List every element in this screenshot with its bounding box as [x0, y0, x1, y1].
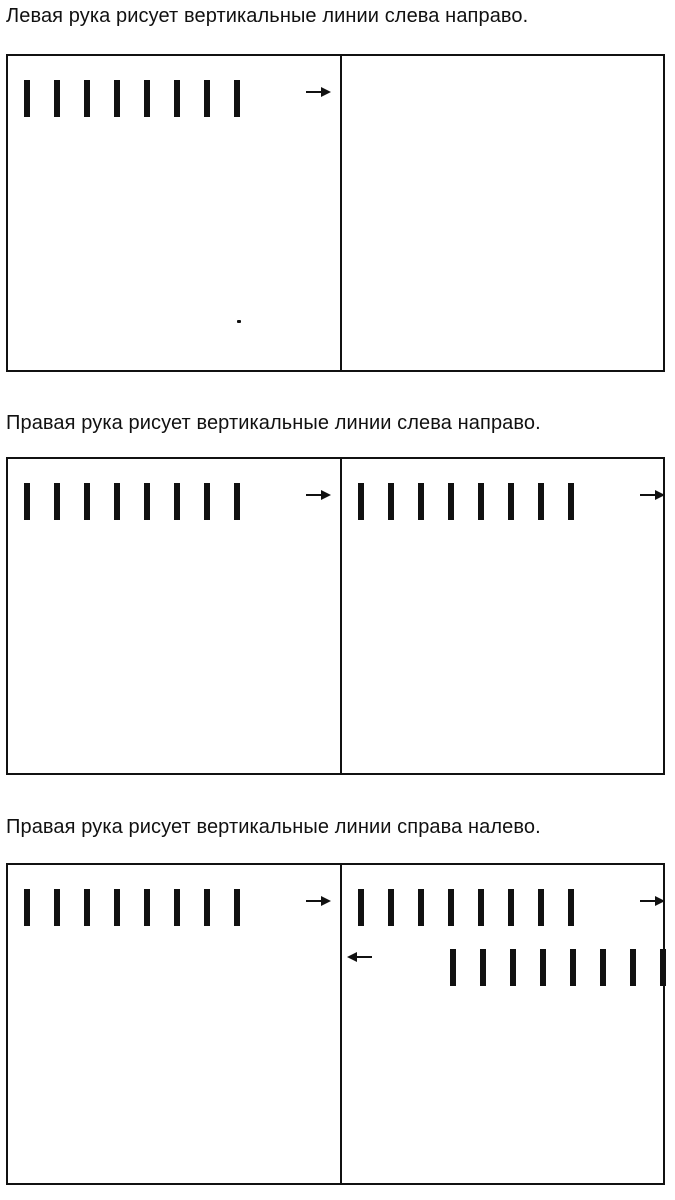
drawn-vertical-line: [204, 483, 210, 520]
panel-divider: [340, 865, 342, 1183]
drawn-vertical-line: [54, 483, 60, 520]
drawn-vertical-line: [84, 889, 90, 926]
ink-speck: [237, 320, 241, 323]
arrow-right-icon: [304, 85, 332, 99]
drawn-vertical-line: [24, 80, 30, 117]
drawn-vertical-line: [450, 949, 456, 986]
drawn-vertical-line: [538, 483, 544, 520]
drawn-vertical-line: [448, 889, 454, 926]
drawn-vertical-line: [480, 949, 486, 986]
drawn-vertical-line: [540, 949, 546, 986]
panel-right-hand-left-to-right: [6, 457, 665, 775]
panel-divider: [340, 459, 342, 773]
drawn-vertical-line: [388, 889, 394, 926]
drawn-vertical-line: [54, 889, 60, 926]
drawn-vertical-line: [114, 483, 120, 520]
drawn-vertical-line: [234, 80, 240, 117]
drawn-vertical-line: [234, 889, 240, 926]
drawn-vertical-line: [54, 80, 60, 117]
panel-left-hand-left-to-right: [6, 54, 665, 372]
drawn-vertical-line: [204, 889, 210, 926]
drawn-vertical-line: [508, 889, 514, 926]
drawn-vertical-line: [358, 889, 364, 926]
drawn-vertical-line: [144, 889, 150, 926]
drawn-vertical-line: [418, 889, 424, 926]
drawn-vertical-line: [508, 483, 514, 520]
drawn-vertical-line: [510, 949, 516, 986]
drawn-vertical-line: [538, 889, 544, 926]
drawn-vertical-line: [174, 889, 180, 926]
drawn-vertical-line: [204, 80, 210, 117]
drawn-vertical-line: [418, 483, 424, 520]
panel-divider: [340, 56, 342, 370]
drawn-vertical-line: [84, 80, 90, 117]
drawn-vertical-line: [144, 80, 150, 117]
drawn-vertical-line: [114, 889, 120, 926]
drawn-vertical-line: [568, 483, 574, 520]
drawn-vertical-line: [478, 889, 484, 926]
caption-right-hand-left-to-right: Правая рука рисует вертикальные линии слева направо.: [6, 412, 541, 434]
drawn-vertical-line: [24, 483, 30, 520]
drawn-vertical-line: [600, 949, 606, 986]
drawn-vertical-line: [114, 80, 120, 117]
caption-left-hand-left-to-right: Левая рука рисует вертикальные линии слева направо.: [6, 5, 529, 27]
drawn-vertical-line: [478, 483, 484, 520]
arrow-right-icon: [638, 488, 666, 502]
caption-right-hand-right-to-left: Правая рука рисует вертикальные линии справа налево.: [6, 816, 541, 838]
drawn-vertical-line: [84, 483, 90, 520]
drawn-vertical-line: [174, 80, 180, 117]
drawn-vertical-line: [388, 483, 394, 520]
arrow-right-icon: [304, 488, 332, 502]
drawn-vertical-line: [144, 483, 150, 520]
drawn-vertical-line: [174, 483, 180, 520]
arrow-right-icon: [304, 894, 332, 908]
drawn-vertical-line: [570, 949, 576, 986]
drawn-vertical-line: [358, 483, 364, 520]
drawn-vertical-line: [660, 949, 666, 986]
drawn-vertical-line: [630, 949, 636, 986]
arrow-left-icon: [346, 950, 374, 964]
drawn-vertical-line: [24, 889, 30, 926]
arrow-right-icon: [638, 894, 666, 908]
drawn-vertical-line: [568, 889, 574, 926]
drawn-vertical-line: [234, 483, 240, 520]
drawn-vertical-line: [448, 483, 454, 520]
panel-right-hand-right-to-left: [6, 863, 665, 1185]
